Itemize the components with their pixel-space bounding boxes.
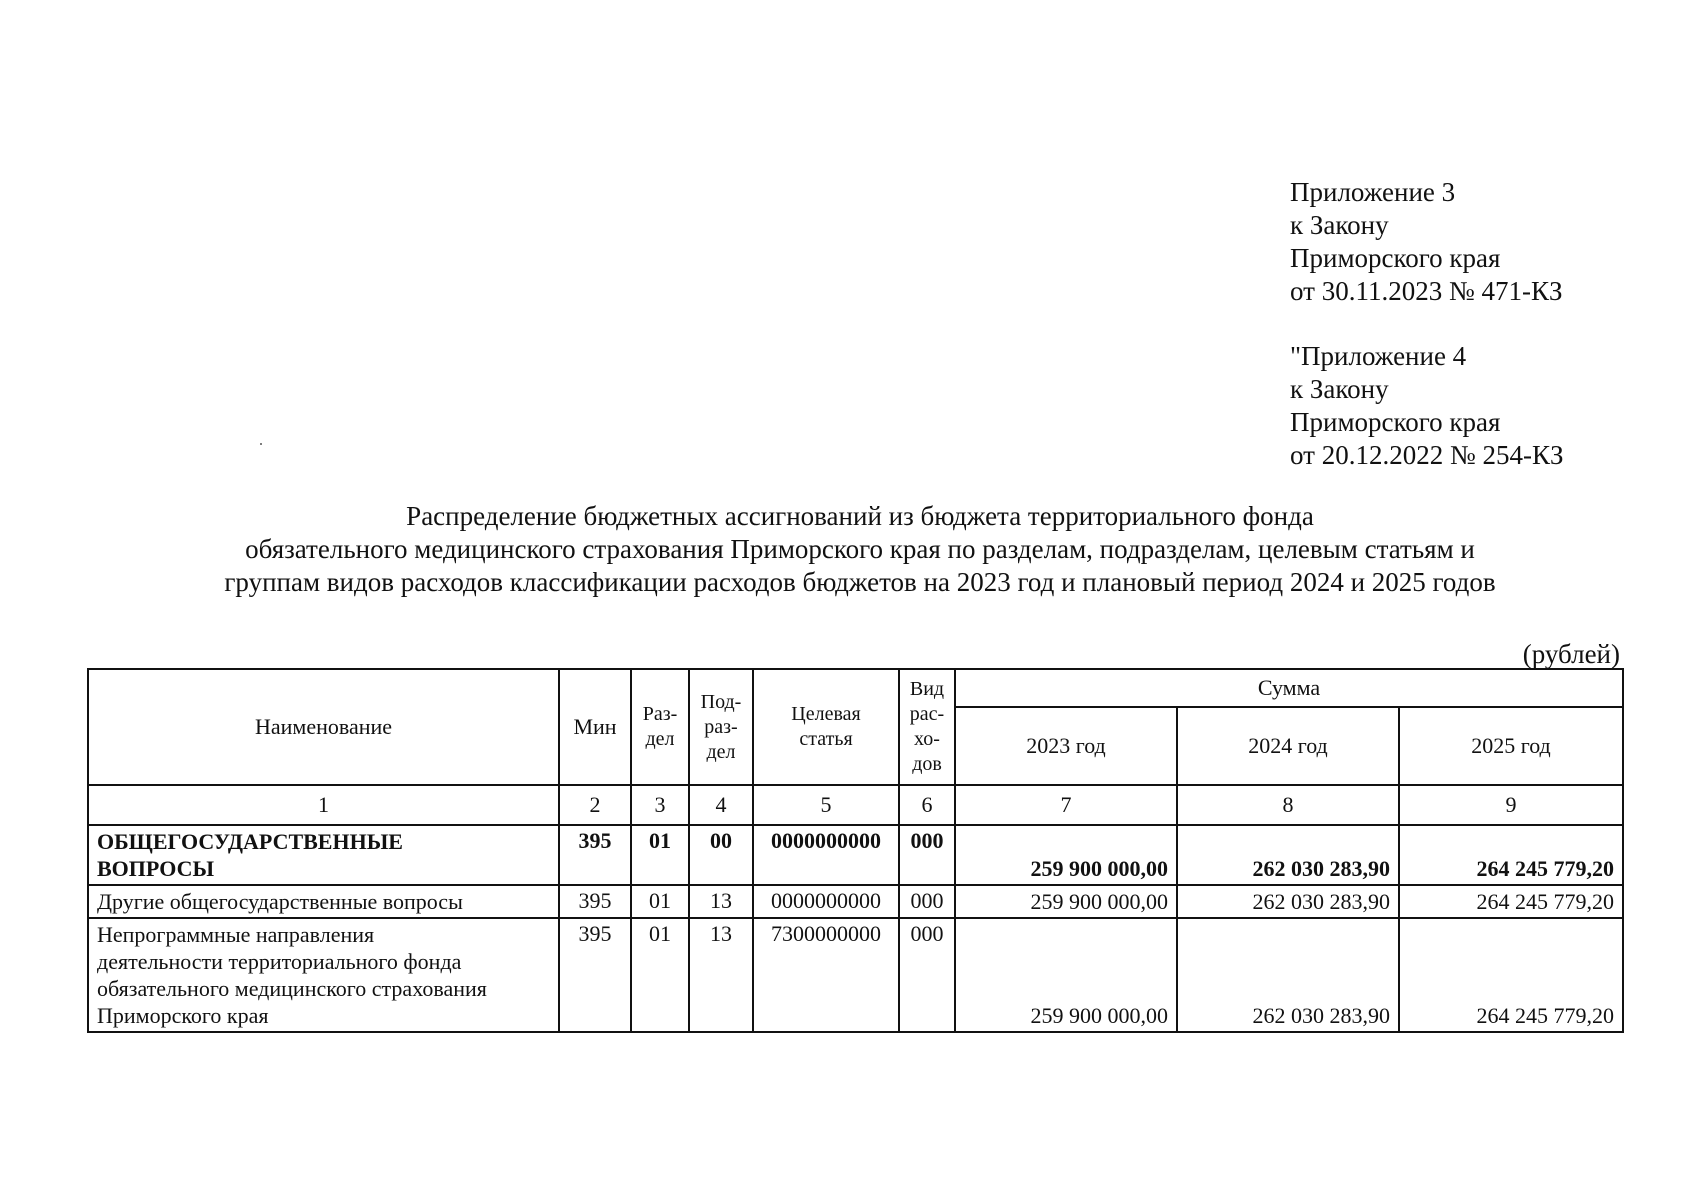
row-amount-2023: 259 900 000,00 bbox=[955, 885, 1177, 918]
column-number: 2 bbox=[559, 785, 631, 825]
column-number: 9 bbox=[1399, 785, 1623, 825]
row-amount-2025: 264 245 779,20 bbox=[1399, 918, 1623, 1032]
annex-previous-line: к Закону bbox=[1290, 374, 1389, 404]
header-year-2023: 2023 год bbox=[955, 707, 1177, 785]
row-vid: 000 bbox=[899, 885, 955, 918]
document-title bbox=[90, 500, 1630, 599]
row-name-line: деятельности территориального фонда bbox=[97, 949, 462, 974]
header-podrazdel-line: Под- bbox=[700, 690, 742, 713]
table-row bbox=[88, 825, 1623, 885]
header-min: Мин bbox=[559, 669, 631, 785]
header-razdel-line: дел bbox=[645, 728, 675, 750]
annex-previous-line: от 20.12.2022 № 254-КЗ bbox=[1290, 440, 1564, 470]
row-amount-2024: 262 030 283,90 bbox=[1177, 918, 1399, 1032]
header-vid-line: Вид bbox=[909, 678, 945, 700]
column-number: 8 bbox=[1177, 785, 1399, 825]
units-label: (рублей) bbox=[1522, 639, 1620, 669]
annex-current-line: к Закону bbox=[1290, 210, 1389, 240]
annex-current-reference bbox=[1290, 176, 1562, 308]
header-statya-line: статья bbox=[799, 728, 853, 750]
row-vid: 000 bbox=[899, 918, 955, 1032]
table-row bbox=[88, 918, 1623, 1032]
row-min: 395 bbox=[559, 918, 631, 1032]
row-razdel: 01 bbox=[631, 918, 689, 1032]
header-row-top bbox=[88, 669, 1623, 707]
row-name: Другие общегосударственные вопросы bbox=[88, 885, 559, 918]
header-vid bbox=[899, 669, 955, 785]
header-razdel-line: Раз- bbox=[642, 703, 678, 725]
row-name bbox=[88, 918, 559, 1032]
column-number: 6 bbox=[899, 785, 955, 825]
document-title-line: группам видов расходов классификации расходов бюджетов на 2023 год и плановый период 2024 и 2025 годов bbox=[224, 567, 1496, 597]
row-name-line: обязательного медицинского страхования bbox=[97, 976, 487, 1001]
header-vid-line: дов bbox=[912, 753, 942, 775]
column-number-row bbox=[88, 785, 1623, 825]
row-name-line: Непрограммные направления bbox=[97, 922, 375, 947]
table-row bbox=[88, 885, 1623, 918]
header-podrazdel-line: дел bbox=[706, 740, 736, 763]
header-podrazdel bbox=[689, 669, 753, 785]
row-amount-2025: 264 245 779,20 bbox=[1399, 825, 1623, 885]
header-year-2024: 2024 год bbox=[1177, 707, 1399, 785]
column-number: 1 bbox=[88, 785, 559, 825]
header-name: Наименование bbox=[88, 669, 559, 785]
row-min: 395 bbox=[559, 885, 631, 918]
row-min: 395 bbox=[559, 825, 631, 885]
row-amount-2024: 262 030 283,90 bbox=[1177, 885, 1399, 918]
header-podrazdel-line: раз- bbox=[704, 715, 738, 738]
scan-speck bbox=[260, 443, 262, 445]
row-name bbox=[88, 825, 559, 885]
column-number: 7 bbox=[955, 785, 1177, 825]
row-podrazdel: 00 bbox=[689, 825, 753, 885]
document-title-line: обязательного медицинского страхования Приморского края по разделам, подразделам, целевым статьям и bbox=[245, 534, 1475, 564]
row-amount-2025: 264 245 779,20 bbox=[1399, 885, 1623, 918]
row-amount-2023: 259 900 000,00 bbox=[955, 825, 1177, 885]
annex-previous-reference bbox=[1290, 340, 1563, 472]
header-statya bbox=[753, 669, 899, 785]
row-podrazdel: 13 bbox=[689, 885, 753, 918]
row-vid: 000 bbox=[899, 825, 955, 885]
annex-current-line: Приморского края bbox=[1290, 243, 1501, 273]
header-statya-line: Целевая bbox=[791, 703, 861, 725]
column-number: 5 bbox=[753, 785, 899, 825]
header-summa: Сумма bbox=[955, 669, 1623, 707]
header-vid-line: рас- bbox=[909, 703, 945, 725]
budget-table bbox=[87, 668, 1624, 1033]
row-name-line: Приморского края bbox=[97, 1003, 269, 1028]
header-razdel bbox=[631, 669, 689, 785]
row-statya: 0000000000 bbox=[753, 885, 899, 918]
column-number: 4 bbox=[689, 785, 753, 825]
row-name-line: ВОПРОСЫ bbox=[97, 856, 215, 881]
row-statya: 0000000000 bbox=[753, 825, 899, 885]
annex-previous-line: "Приложение 4 bbox=[1290, 341, 1467, 371]
row-amount-2024: 262 030 283,90 bbox=[1177, 825, 1399, 885]
annex-current-line: от 30.11.2023 № 471-КЗ bbox=[1290, 276, 1563, 306]
row-razdel: 01 bbox=[631, 885, 689, 918]
row-podrazdel: 13 bbox=[689, 918, 753, 1032]
row-statya: 7300000000 bbox=[753, 918, 899, 1032]
row-name-line: ОБЩЕГОСУДАРСТВЕННЫЕ bbox=[97, 829, 403, 854]
column-number: 3 bbox=[631, 785, 689, 825]
header-vid-line: хо- bbox=[914, 728, 940, 750]
row-amount-2023: 259 900 000,00 bbox=[955, 918, 1177, 1032]
annex-previous-line: Приморского края bbox=[1290, 407, 1501, 437]
header-year-2025: 2025 год bbox=[1399, 707, 1623, 785]
document-title-line: Распределение бюджетных ассигнований из бюджета территориального фонда bbox=[406, 501, 1314, 531]
annex-current-line: Приложение 3 bbox=[1290, 177, 1456, 207]
row-razdel: 01 bbox=[631, 825, 689, 885]
